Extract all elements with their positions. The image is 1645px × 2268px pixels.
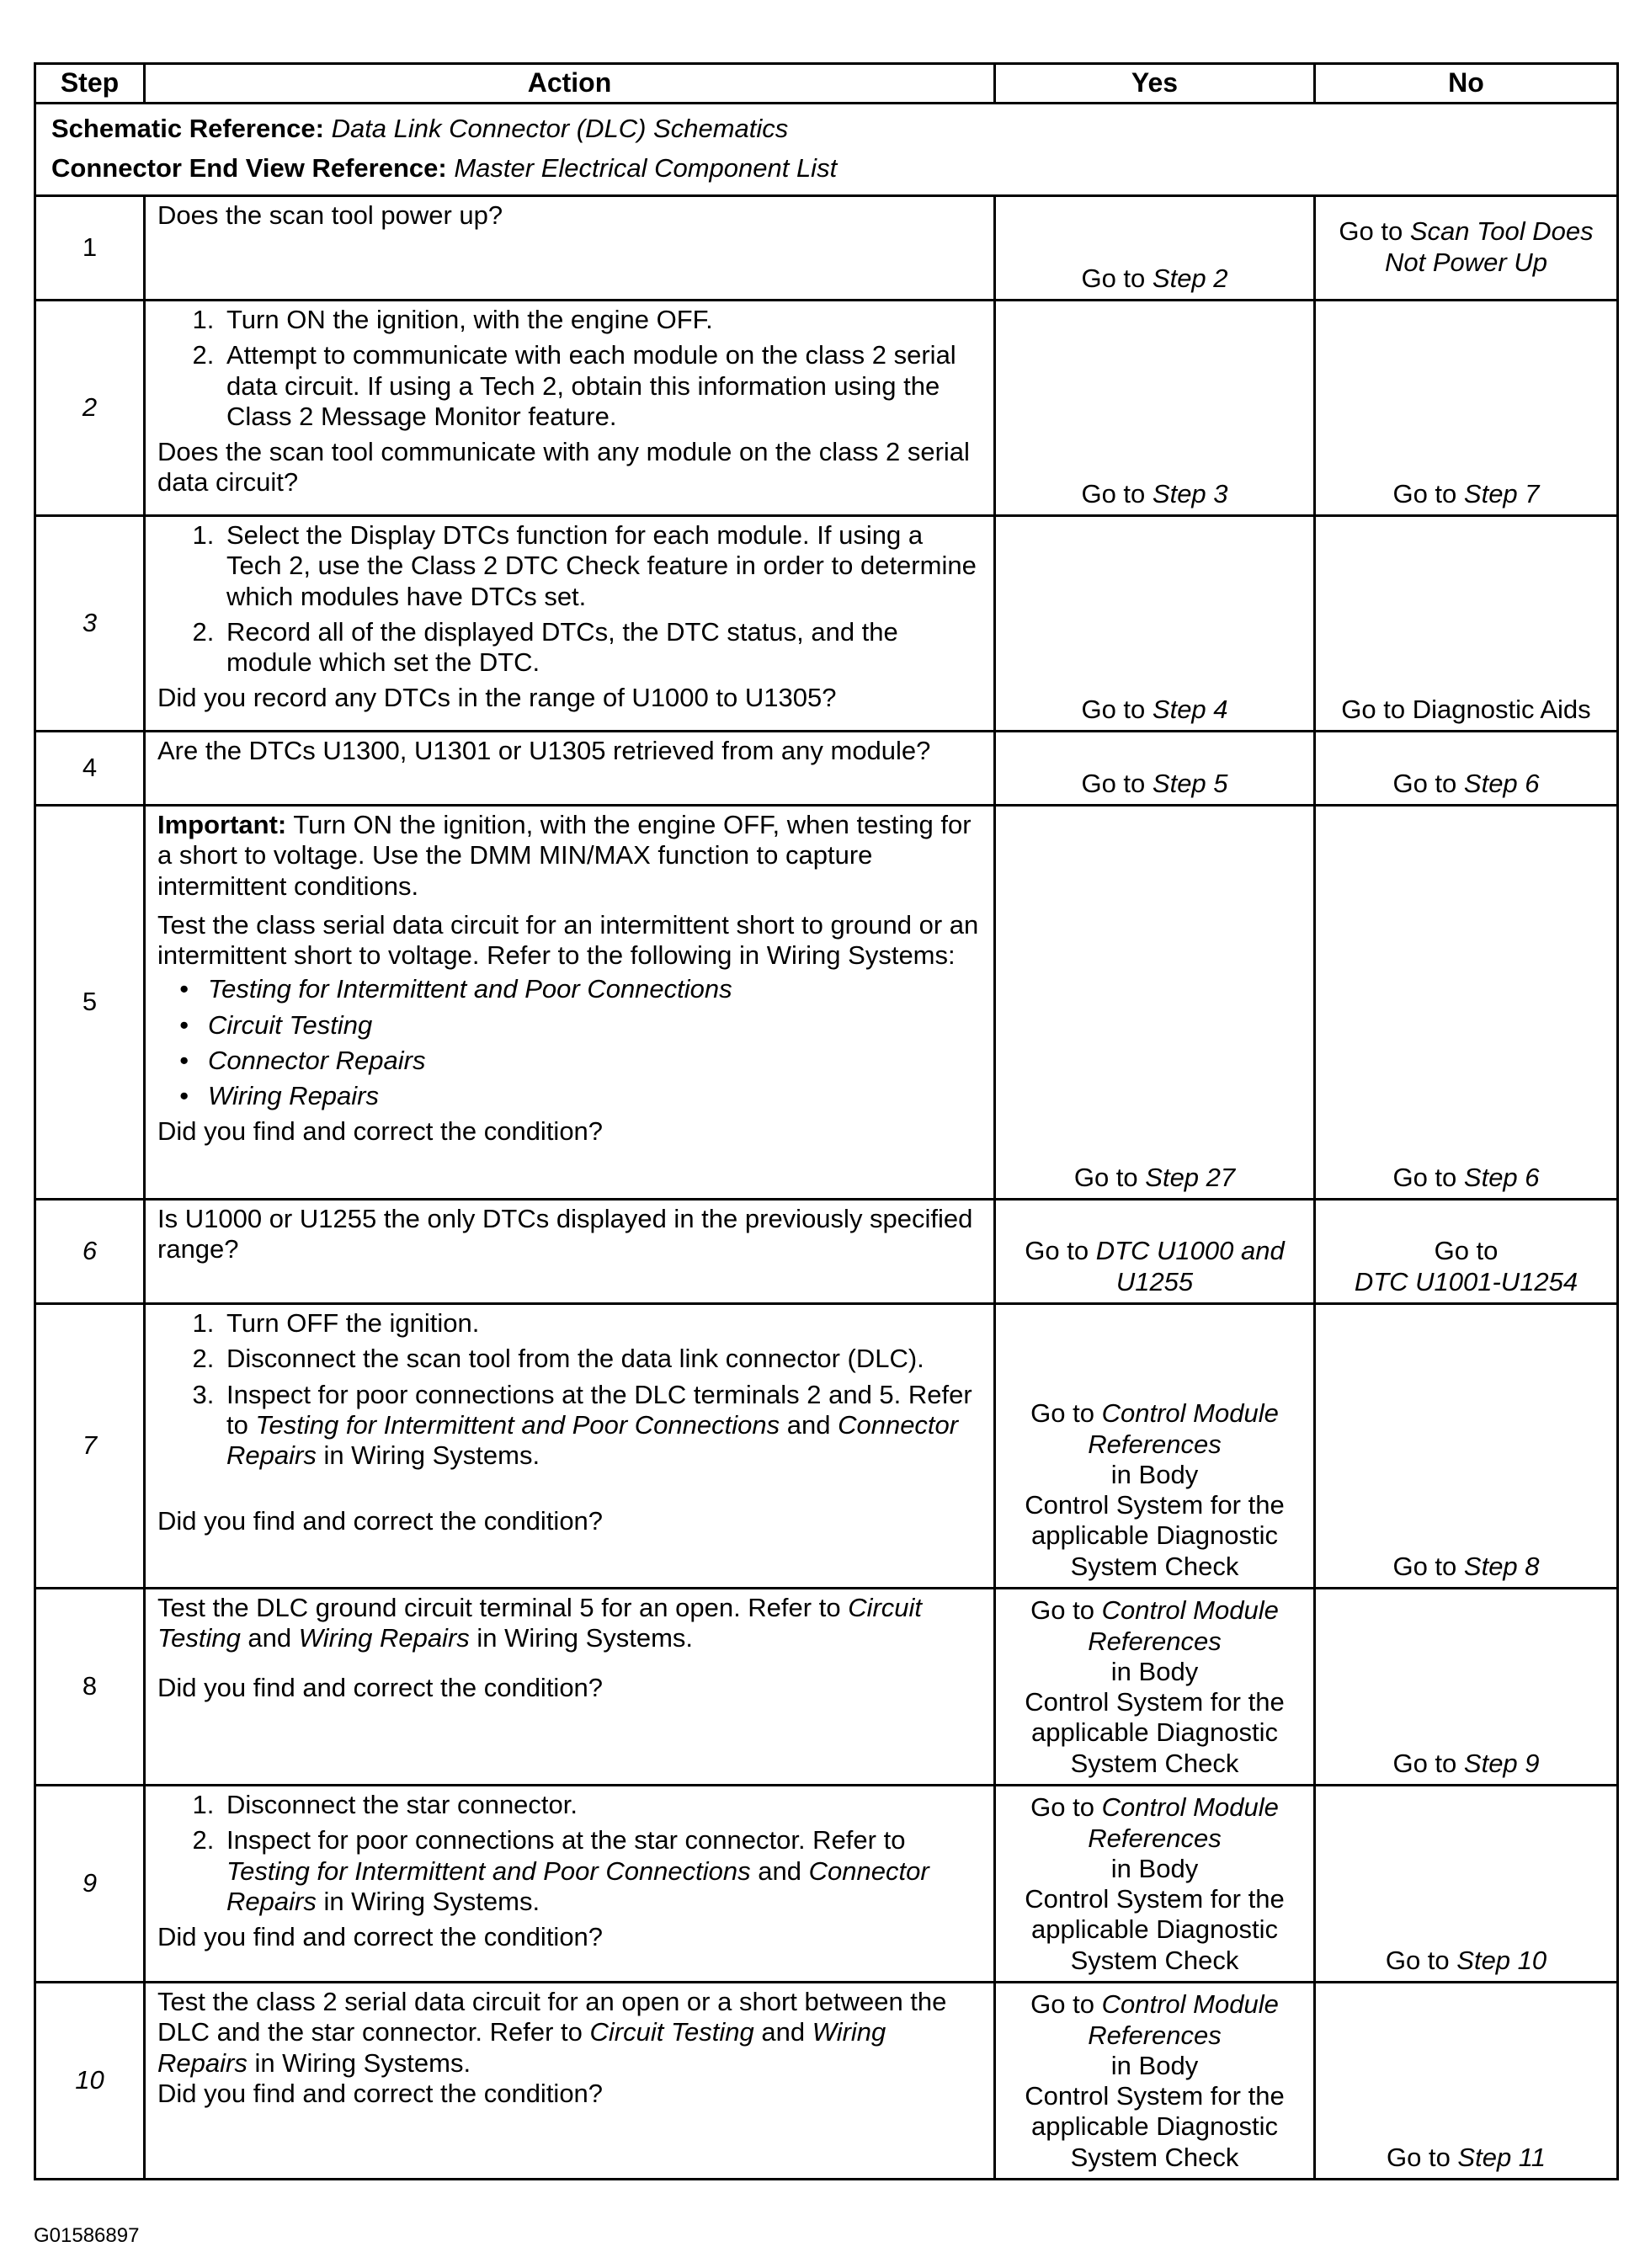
step-number: 2 (35, 301, 145, 516)
spacer (157, 1476, 982, 1506)
item-text: and (240, 1623, 299, 1653)
diagnostic-table-container (34, 62, 1616, 2180)
yes-prefix: Go to (1030, 1595, 1102, 1626)
no-prefix: Go to (1392, 1162, 1464, 1192)
step-number: 3 (35, 516, 145, 732)
action-question: Did you find and correct the condition? (157, 1116, 604, 1147)
table-row-step-2 (35, 301, 1618, 516)
bullet-item: • Circuit Testing (208, 1010, 982, 1041)
step-number: 6 (35, 1200, 145, 1304)
item-reference: Testing for Intermittent and Poor Connections (255, 1409, 780, 1440)
no-link: Step 6 (1463, 1162, 1540, 1192)
step-number: 8 (35, 1589, 145, 1786)
yes-cell (995, 196, 1315, 301)
yes-link: Step 5 (1152, 768, 1228, 798)
no-link: Step 8 (1463, 1551, 1540, 1581)
connector-reference (51, 149, 1601, 189)
yes-text: in Body (1110, 1656, 1199, 1686)
no-prefix: Go to (1392, 1748, 1464, 1778)
item-text: Test the DLC ground circuit terminal 5 for an open. Refer to (157, 1593, 849, 1622)
step-number: 10 (35, 1983, 145, 2180)
item-reference: Connector Repairs (226, 1409, 959, 1471)
no-cell (1315, 732, 1618, 806)
yes-link: Control Module References (1088, 1792, 1279, 1853)
bullet-item: • Testing for Intermittent and Poor Connections (208, 974, 982, 1004)
item-text: Inspect for poor connections at the star connector. Refer to (226, 1825, 906, 1855)
action-cell (145, 1589, 995, 1786)
action-text (157, 1987, 982, 2079)
action-item: 2. Attempt to communicate with each module on the class 2 serial data circuit. If using a Tech 2, obtain this information using the Class 2 Message Monitor feature. (221, 340, 982, 432)
no-cell (1315, 1786, 1618, 1983)
important-label: Important: (157, 810, 287, 839)
step-number: 1 (35, 196, 145, 301)
action-cell (145, 1786, 995, 1983)
schematic-reference (51, 109, 1601, 149)
no-link: Step 9 (1463, 1748, 1540, 1778)
action-item: 1. Turn ON the ignition, with the engine OFF. (221, 305, 982, 335)
item-text: in Wiring Systems. (316, 1440, 540, 1471)
no-link: Step 11 (1457, 2142, 1546, 2172)
connector-reference-label: Connector End View Reference: (51, 152, 447, 183)
yes-link: Step 2 (1152, 263, 1228, 293)
no-link: Step 10 (1456, 1945, 1547, 1975)
item-reference: Wiring Repairs (298, 1623, 470, 1653)
action-cell (145, 806, 995, 1200)
table-row-step-4 (35, 732, 1618, 806)
no-cell (1315, 301, 1618, 516)
item-text: in Wiring Systems. (316, 1886, 540, 1916)
yes-text: Control System for the applicable Diagnostic System Check (1025, 1884, 1285, 1975)
no-prefix: Go to (1392, 768, 1464, 798)
yes-link: Step 3 (1152, 478, 1228, 508)
no-link: DTC U1001-U1254 (1354, 1266, 1578, 1296)
table-row-step-6 (35, 1200, 1618, 1304)
action-question: Is U1000 or U1255 the only DTCs displayed in the previously specified range? (157, 1204, 973, 1264)
no-cell (1315, 806, 1618, 1200)
item-reference: Circuit Testing (157, 1593, 923, 1653)
action-list (157, 520, 982, 678)
action-item: 1. Disconnect the star connector. (221, 1790, 982, 1820)
action-question: Does the scan tool power up? (157, 200, 503, 230)
item-text: in Wiring Systems. (469, 1623, 694, 1653)
yes-text: in Body (1110, 1459, 1199, 1489)
action-question: Did you find and correct the condition? (157, 1922, 604, 1952)
item-reference: Wiring Repairs (157, 2017, 886, 2078)
spacer (157, 1654, 982, 1673)
action-list (157, 1308, 982, 1471)
no-prefix: Go to (1386, 2142, 1458, 2172)
no-link: Step 6 (1463, 768, 1540, 798)
yes-cell (995, 1983, 1315, 2180)
action-cell (145, 301, 995, 516)
item-text: and (750, 1855, 809, 1886)
yes-text: in Body (1110, 2050, 1199, 2080)
yes-cell (995, 1589, 1315, 1786)
action-list (157, 1790, 982, 1917)
bullet-item: • Wiring Repairs (208, 1081, 982, 1111)
schematic-reference-label: Schematic Reference: (51, 114, 324, 143)
no-cell (1315, 1200, 1618, 1304)
action-question: Did you find and correct the condition? (157, 1672, 604, 1702)
yes-prefix: Go to (1025, 1236, 1096, 1266)
item-reference: Testing for Intermittent and Poor Connections (226, 1855, 751, 1886)
yes-link: Step 4 (1152, 694, 1228, 724)
yes-cell (995, 1304, 1315, 1589)
table-row-step-1 (35, 196, 1618, 301)
no-link: Scan Tool Does Not Power Up (1385, 216, 1594, 277)
no-cell (1315, 1589, 1618, 1786)
reference-cell (35, 104, 1618, 196)
no-cell (1315, 1983, 1618, 2180)
yes-link: Control Module References (1088, 1595, 1279, 1656)
action-item: 1. Select the Display DTCs function for each module. If using a Tech 2, use the Class 2 DTC Check feature in order to determine which modules have DTCs set. (221, 520, 982, 612)
action-item (221, 1380, 982, 1472)
yes-prefix: Go to (1073, 1162, 1146, 1192)
yes-link: Control Module References (1088, 1989, 1279, 2050)
action-text (157, 1593, 982, 1654)
yes-cell (995, 1786, 1315, 1983)
action-intro: Test the class serial data circuit for an intermittent short to ground or an intermittent short to voltage. Refer to the following in Wiring Systems: (157, 909, 979, 971)
step-number: 9 (35, 1786, 145, 1983)
yes-link: DTC U1000 and U1255 (1095, 1236, 1285, 1296)
action-question: Are the DTCs U1300, U1301 or U1305 retrieved from any module? (157, 736, 931, 765)
action-item: 1. Turn OFF the ignition. (221, 1308, 982, 1339)
no-cell (1315, 1304, 1618, 1589)
action-question: Did you find and correct the condition? (157, 1506, 604, 1536)
header-step: Step (35, 64, 145, 104)
yes-link: Step 27 (1145, 1162, 1236, 1192)
action-cell (145, 196, 995, 301)
action-item: 2. Record all of the displayed DTCs, the DTC status, and the module which set the DTC. (221, 617, 982, 679)
action-question: Did you find and correct the condition? (157, 2078, 604, 2108)
header-action: Action (145, 64, 995, 104)
yes-prefix: Go to (1081, 694, 1153, 724)
bullet-item: • Connector Repairs (208, 1046, 982, 1076)
yes-cell (995, 732, 1315, 806)
connector-reference-value: Master Electrical Component List (454, 152, 838, 183)
step-number: 5 (35, 806, 145, 1200)
no-prefix: Go to (1392, 1551, 1464, 1581)
table-row-step-5 (35, 806, 1618, 1200)
header-row (35, 64, 1618, 104)
figure-code: G01586897 (34, 2224, 140, 2247)
header-no: No (1315, 64, 1618, 104)
reference-bullet-list (157, 974, 982, 1111)
no-prefix: Go to (1339, 216, 1410, 247)
important-text: Turn ON the ignition, with the engine OFF, when testing for a short to voltage. Use the DMM MIN/MAX function to capture intermittent conditions. (157, 810, 972, 901)
item-reference: Connector Repairs (226, 1855, 929, 1916)
table-row-step-7 (35, 1304, 1618, 1589)
action-question: Did you record any DTCs in the range of U1000 to U1305? (157, 683, 837, 713)
item-text: Inspect for poor connections at the DLC terminals 2 and 5. Refer to (226, 1379, 972, 1440)
yes-prefix: Go to (1081, 478, 1153, 508)
yes-prefix: Go to (1030, 1792, 1102, 1823)
action-item (221, 1825, 982, 1917)
no-cell (1315, 516, 1618, 732)
yes-text: Control System for the applicable Diagnostic System Check (1025, 1490, 1285, 1581)
yes-text: Control System for the applicable Diagnostic System Check (1025, 2081, 1285, 2172)
action-cell (145, 516, 995, 732)
item-text: Test the class 2 serial data circuit for an open or a short between the DLC and the star connector. Refer to (157, 1987, 947, 2047)
yes-text: in Body (1110, 1853, 1199, 1883)
item-reference: Circuit Testing (589, 2017, 754, 2047)
yes-prefix: Go to (1081, 768, 1153, 798)
table-row-step-8 (35, 1589, 1618, 1786)
yes-cell (995, 301, 1315, 516)
no-text: Go to Diagnostic Aids (1341, 694, 1591, 724)
action-cell (145, 1200, 995, 1304)
item-text: in Wiring Systems. (247, 2047, 471, 2078)
yes-cell (995, 516, 1315, 732)
no-cell (1315, 196, 1618, 301)
yes-text: Control System for the applicable Diagnostic System Check (1025, 1687, 1285, 1778)
yes-prefix: Go to (1081, 263, 1153, 293)
header-yes: Yes (995, 64, 1315, 104)
action-item: 2. Disconnect the scan tool from the data link connector (DLC). (221, 1344, 982, 1374)
action-cell (145, 1304, 995, 1589)
yes-cell (995, 1200, 1315, 1304)
step-number: 7 (35, 1304, 145, 1589)
table-row-step-3 (35, 516, 1618, 732)
diagnostic-table (34, 62, 1619, 2180)
no-prefix: Go to (1434, 1236, 1499, 1266)
table-row-step-9 (35, 1786, 1618, 1983)
table-row-step-10 (35, 1983, 1618, 2180)
yes-prefix: Go to (1030, 1398, 1102, 1429)
important-note (157, 810, 982, 902)
item-text: and (753, 2017, 812, 2047)
reference-row (35, 104, 1618, 196)
action-cell (145, 1983, 995, 2180)
action-question: Does the scan tool communicate with any module on the class 2 serial data circuit? (157, 437, 970, 498)
action-list (157, 305, 982, 432)
yes-cell (995, 806, 1315, 1200)
action-cell (145, 732, 995, 806)
yes-link: Control Module References (1088, 1398, 1279, 1459)
schematic-reference-value: Data Link Connector (DLC) Schematics (331, 114, 789, 143)
no-prefix: Go to (1385, 1945, 1457, 1975)
no-prefix: Go to (1392, 478, 1464, 508)
step-number: 4 (35, 732, 145, 806)
item-text: and (780, 1409, 838, 1440)
no-link: Step 7 (1463, 478, 1540, 508)
yes-prefix: Go to (1030, 1989, 1102, 2020)
